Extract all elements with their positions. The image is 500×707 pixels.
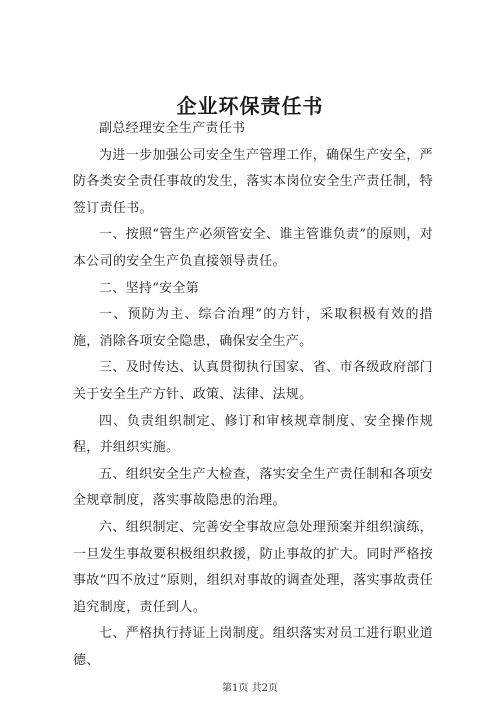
paragraph-intro: 为进一步加强公司安全生产管理工作，确保生产安全，严防各类安全责任事故的发生，落实本岗位安全生产责任制，特签订责任书。	[73, 147, 433, 216]
paragraph-item-1: 一、按照“管生产必须管安全、谁主管谁负责”的原则，对本公司的安全生产负直接领导责任。	[73, 227, 433, 269]
paragraph-subtitle: 副总经理安全生产责任书	[99, 121, 246, 136]
paragraph-item-2: 二、坚持“安全第	[99, 280, 200, 296]
paragraph-item-4: 四、负责组织制定、修订和审核规章制度、安全操作规程，并组织实施。	[73, 413, 433, 456]
page-number-footer: 第1页 共2页	[222, 683, 278, 694]
paragraph-item-5: 五、组织安全生产大检查，落实安全生产责任制和各项安全规章制度，落实事故隐患的治理。	[73, 466, 433, 509]
paragraph-item-7: 七、严格执行持证上岗制度。组织落实对员工进行职业道德、	[73, 626, 433, 668]
paragraph-item-6: 六、组织制定、完善安全事故应急处理预案并组织演练，一旦发生事故要积极组织救援，防止事故的扩大。同时严格按事故“四不放过”原则，组织对事故的调查处理，落实事故责任追究制度，责任到人。	[73, 519, 433, 615]
paragraph-item-3: 三、及时传达、认真贯彻执行国家、省、市各级政府部门关于安全生产方针、政策、法律、法规。	[73, 360, 433, 402]
document-title: 企业环保责任书	[176, 94, 324, 118]
document-body	[73, 116, 433, 674]
paragraph-item-2-cont: 一、预防为主、综合治理”的方针，采取积极有效的措施，消除各项安全隐患，确保安全生产。	[73, 307, 433, 349]
